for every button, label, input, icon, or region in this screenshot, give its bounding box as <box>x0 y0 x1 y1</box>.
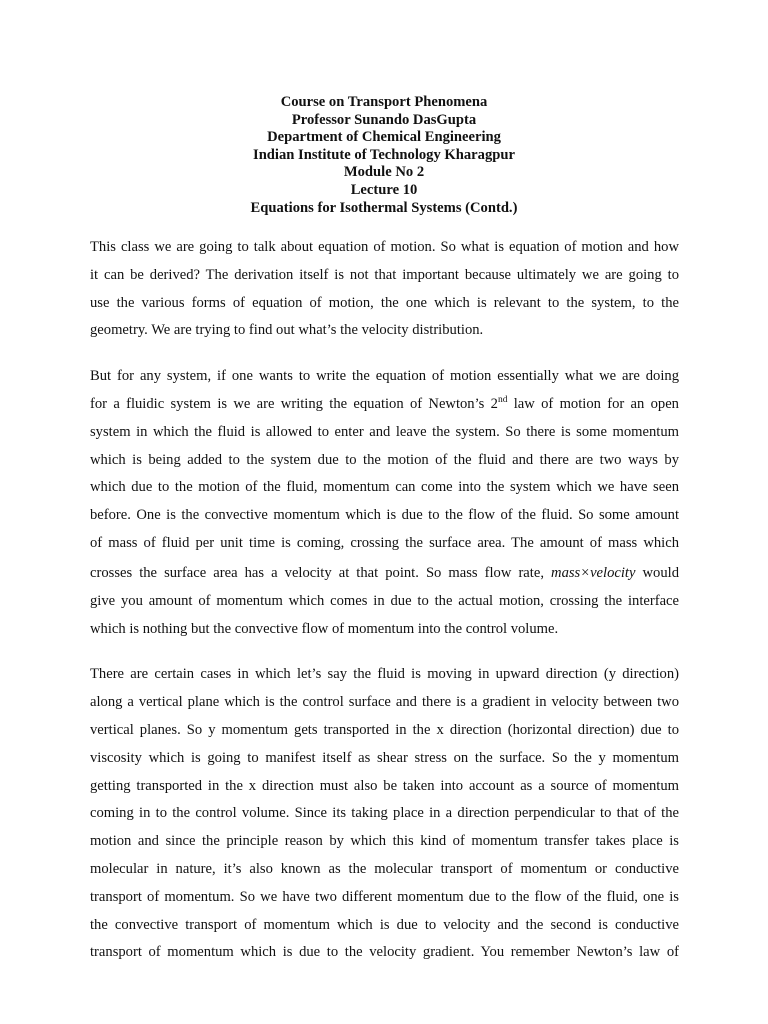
text-line: before. One is the convective momentum which is due to the flow of the fluid. So some amount <box>90 507 679 524</box>
text-line: molecular in nature, it’s also known as the molecular transport of momentum or conductive <box>90 860 679 877</box>
text-line: transport of momentum which is due to the velocity gradient. You remember Newton’s law of <box>90 944 679 961</box>
text-line: system in which the fluid is allowed to enter and leave the system. So there is some momentum <box>90 423 679 440</box>
text-line: getting transported in the x direction must also be taken into account as a source of momentum <box>90 777 679 794</box>
department-name: Department of Chemical Engineering <box>267 129 501 146</box>
text-line: it can be derived? The derivation itself is not that important because ultimately we are going to <box>90 266 679 283</box>
institute-name: Indian Institute of Technology Kharagpur <box>253 146 515 163</box>
text-line: along a vertical plane which is the control surface and there is a gradient in velocity between two <box>90 694 679 711</box>
document-header <box>0 94 768 217</box>
text-line: viscosity which is going to manifest itself as shear stress on the surface. So the y momentum <box>90 749 679 766</box>
lecture-number: Lecture 10 <box>350 181 418 198</box>
professor-name: Professor Sunando DasGupta <box>291 111 477 128</box>
text-fragment: for a fluidic system is we are writing the equation of Newton’s 2 <box>90 395 498 412</box>
course-title: Course on Transport Phenomena <box>280 94 488 110</box>
text-line: geometry. We are trying to find out what’s the velocity distribution. <box>90 322 484 339</box>
ordinal-superscript: nd <box>497 394 508 405</box>
paragraph-3 <box>90 661 679 967</box>
text-line: which due to the motion of the fluid, momentum can come into the system which we have seen <box>90 479 679 496</box>
text-line: coming in to the control volume. Since its taking place in a direction perpendicular to that of the <box>90 805 679 822</box>
text-fragment: crosses the surface area has a velocity at that point. So mass flow rate, <box>90 564 544 581</box>
text-line: of mass of fluid per unit time is coming, crossing the surface area. The amount of mass which <box>90 534 679 551</box>
text-line: This class we are going to talk about equation of motion. So what is equation of motion and how <box>90 239 679 255</box>
text-line-with-superscript <box>90 391 679 419</box>
text-fragment: would <box>642 564 679 581</box>
paragraph-1 <box>90 234 679 345</box>
text-line: motion and since the principle reason by which this kind of momentum transfer takes place is <box>90 833 679 850</box>
text-line: transport of momentum. So we have two different momentum due to the flow of the fluid, one is <box>90 888 679 905</box>
math-expression: mass×velocity <box>551 564 636 581</box>
module-number: Module No 2 <box>343 164 425 181</box>
paragraph-2 <box>90 363 679 643</box>
text-line-with-math <box>90 558 679 588</box>
document-body <box>90 234 679 985</box>
text-line: But for any system, if one wants to write the equation of motion essentially what we are doing <box>90 368 679 385</box>
text-line: There are certain cases in which let’s say the fluid is moving in upward direction (y direction) <box>90 666 679 683</box>
text-line: vertical planes. So y momentum gets transported in the x direction (horizontal direction) due to <box>90 721 679 738</box>
text-fragment: law of motion for an open <box>507 395 679 412</box>
lecture-topic: Equations for Isothermal Systems (Contd.) <box>250 199 518 216</box>
text-line: which is nothing but the convective flow of momentum into the control volume. <box>90 620 559 637</box>
text-line: give you amount of momentum which comes in due to the actual motion, crossing the interface <box>90 592 679 609</box>
text-line: the convective transport of momentum which is due to velocity and the second is conductive <box>90 916 679 933</box>
text-line: which is being added to the system due to the motion of the fluid and there are two ways by <box>90 451 679 468</box>
text-line: use the various forms of equation of motion, the one which is relevant to the system, to the <box>90 294 679 311</box>
